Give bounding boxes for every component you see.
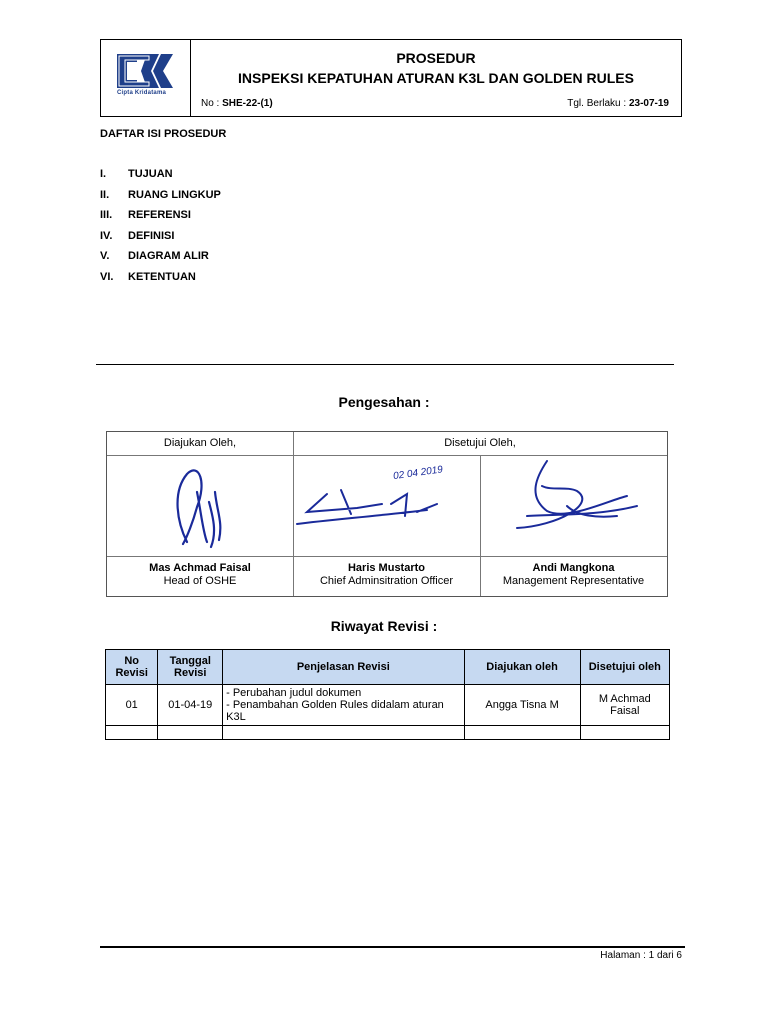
rev-no: 01: [106, 685, 158, 726]
col-header-approved: Disetujui oleh: [580, 650, 669, 685]
toc-item: [100, 250, 221, 271]
signer-2-role: Chief Adminsitration Officer: [319, 575, 454, 587]
doc-number-value: SHE-22-(1): [222, 98, 273, 109]
row-divider: [107, 556, 667, 557]
effective-date-label: Tgl. Berlaku :: [567, 98, 629, 109]
col-header-desc: Penjelasan Revisi: [223, 650, 464, 685]
rev-desc-item: - Perubahan judul dokumen: [226, 687, 362, 699]
signer-3-name: Andi Mangkona: [532, 562, 615, 574]
revision-header-row: [106, 650, 670, 685]
logo-text: Cipta Kridatama: [117, 90, 167, 96]
toc-item-label: DIAGRAM ALIR: [128, 250, 209, 262]
doc-number: [201, 98, 273, 109]
toc-item: [100, 271, 221, 292]
empty-cell: [106, 726, 158, 740]
doc-title: PROSEDUR: [396, 50, 476, 66]
signer-1-name: Mas Achmad Faisal: [149, 562, 251, 574]
toc-item-number: VI.: [100, 270, 114, 283]
toc-heading: DAFTAR ISI PROSEDUR: [100, 128, 227, 140]
table-row-empty: [106, 726, 670, 740]
toc-list: [100, 168, 221, 291]
revision-table: [105, 649, 670, 740]
rev-desc-item: - Penambahan Golden Rules didalam aturan K3L: [226, 699, 444, 723]
effective-date-value: 23-07-19: [628, 98, 669, 109]
signature-1-icon: [157, 462, 247, 552]
empty-cell: [580, 726, 669, 740]
effective-date: [567, 98, 669, 109]
signature-date-note: 02 04 2019: [392, 464, 444, 483]
rev-submitted: Angga Tisna M: [464, 685, 580, 726]
rev-date: 01-04-19: [158, 685, 223, 726]
signer-2-name: Haris Mustarto: [347, 562, 426, 574]
empty-cell: [158, 726, 223, 740]
page-number: Halaman : 1 dari 6: [600, 950, 682, 961]
toc-item-number: V.: [100, 250, 110, 262]
col-header-no: No Revisi: [106, 650, 158, 685]
empty-cell: [223, 726, 464, 740]
submitted-by-header: Diajukan Oleh,: [107, 432, 293, 456]
signer-3-role: Management Representative: [502, 575, 645, 587]
toc-item-label: KETENTUAN: [128, 270, 196, 283]
signer-1-role: Head of OSHE: [163, 575, 237, 587]
signature-3-icon: [497, 456, 657, 546]
divider: [96, 364, 674, 365]
toc-item-label: REFERENSI: [128, 209, 191, 221]
approved-by-header: Disetujui Oleh,: [293, 432, 667, 456]
toc-item-label: DEFINISI: [128, 229, 175, 242]
toc-item-number: IV.: [100, 229, 113, 242]
footer-line: [100, 946, 685, 948]
company-logo: [101, 40, 191, 116]
toc-item-number: III.: [100, 209, 113, 221]
toc-item-label: TUJUAN: [128, 168, 173, 180]
toc-item-label: RUANG LINGKUP: [128, 188, 221, 201]
table-row: [106, 685, 670, 726]
approval-table: [106, 431, 668, 597]
toc-item: [100, 189, 221, 210]
revision-title: Riwayat Revisi :: [330, 618, 438, 634]
toc-item: [100, 168, 221, 189]
empty-cell: [464, 726, 580, 740]
document-header: [100, 39, 682, 117]
toc-item-number: I.: [100, 168, 107, 180]
col-header-submitted: Diajukan oleh: [464, 650, 580, 685]
approval-title: Pengesahan :: [338, 394, 430, 410]
col-header-date: Tanggal Revisi: [158, 650, 223, 685]
rev-approved: M Achmad Faisal: [580, 685, 669, 726]
rev-desc: [223, 685, 464, 726]
toc-item-number: II.: [100, 188, 110, 201]
cipta-kridatama-logo-icon: [101, 40, 191, 116]
toc-item: [100, 230, 221, 251]
doc-subtitle: INSPEKSI KEPATUHAN ATURAN K3L DAN GOLDEN RULES: [238, 70, 634, 86]
doc-number-label: No :: [201, 98, 223, 109]
toc-item: [100, 209, 221, 230]
